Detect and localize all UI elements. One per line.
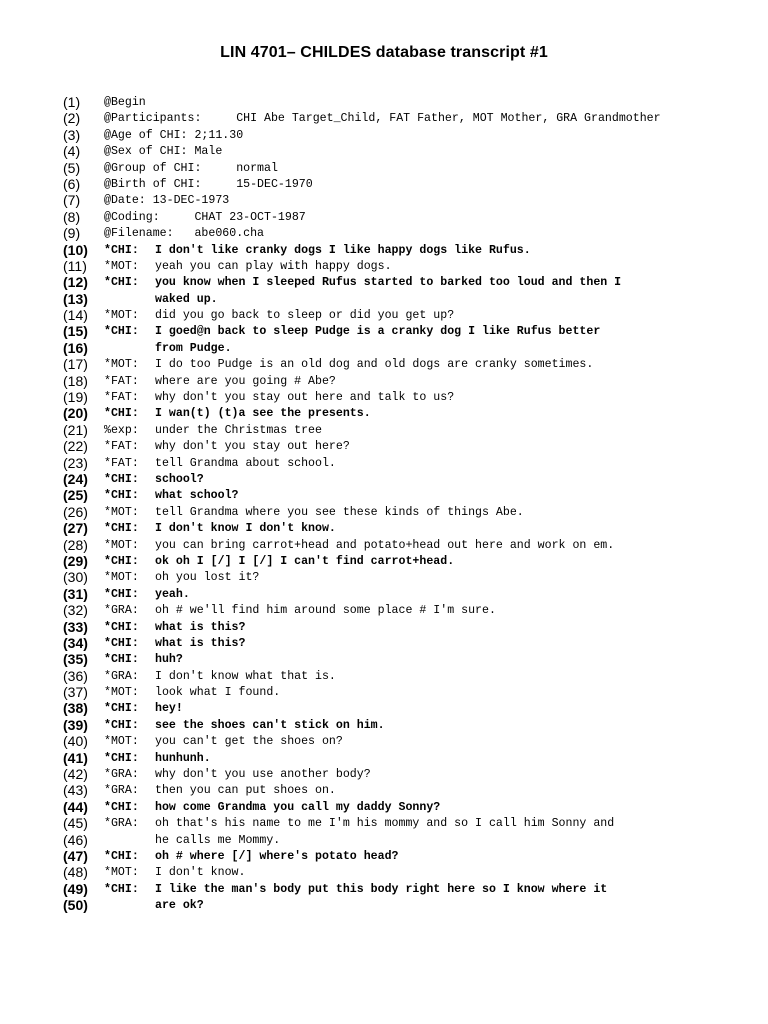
transcript-line	[0, 635, 768, 651]
transcript-line	[0, 553, 768, 569]
line-number: (10)	[63, 241, 88, 258]
line-number: (27)	[63, 520, 88, 537]
transcript-line	[0, 176, 768, 192]
transcript-line	[0, 438, 768, 454]
utterance-text: I don't know.	[155, 866, 246, 880]
speaker-code: *CHI:	[104, 653, 139, 667]
line-number: (30)	[63, 569, 88, 586]
line-number: (32)	[63, 602, 88, 619]
transcript-line	[0, 127, 768, 143]
utterance-text: why don't you stay out here and talk to us?	[155, 391, 455, 405]
transcript-line	[0, 110, 768, 126]
line-number: (38)	[63, 700, 88, 717]
transcript-line	[0, 897, 768, 913]
line-number: (13)	[63, 290, 88, 307]
transcript-line	[0, 733, 768, 749]
utterance-text: see the shoes can't stick on him.	[155, 718, 385, 732]
line-number: (36)	[63, 667, 88, 684]
transcript-line	[0, 651, 768, 667]
speaker-code: @Age of CHI: 2;11.30	[104, 128, 244, 142]
utterance-text: he calls me Mommy.	[155, 833, 281, 847]
speaker-code: *GRA:	[104, 604, 139, 618]
transcript-line	[0, 766, 768, 782]
speaker-code: *GRA:	[104, 784, 139, 798]
line-number: (39)	[63, 716, 88, 733]
line-number: (25)	[63, 487, 88, 504]
speaker-code: *GRA:	[104, 768, 139, 782]
speaker-code: @Date: 13-DEC-1973	[104, 194, 230, 208]
page-title: LIN 4701– CHILDES database transcript #1	[220, 44, 548, 61]
utterance-text: did you go back to sleep or did you get up?	[155, 309, 455, 323]
transcript-line	[0, 832, 768, 848]
transcript-line	[0, 487, 768, 503]
line-number: (47)	[63, 847, 88, 864]
line-number: (42)	[63, 766, 88, 783]
transcript-line	[0, 160, 768, 176]
speaker-code: *CHI:	[104, 849, 139, 863]
utterance-text: why don't you use another body?	[155, 768, 371, 782]
line-number: (17)	[63, 356, 88, 373]
transcript-line	[0, 242, 768, 258]
speaker-code: *FAT:	[104, 374, 139, 388]
speaker-code: %exp:	[104, 423, 139, 437]
transcript-line	[0, 94, 768, 110]
transcript-line	[0, 864, 768, 880]
utterance-text: look what I found.	[155, 686, 281, 700]
utterance-text: oh # where [/] where's potato head?	[155, 849, 399, 863]
speaker-code: *CHI:	[104, 489, 139, 503]
utterance-text: are ok?	[155, 899, 204, 913]
utterance-text: I don't like cranky dogs I like happy dogs like Rufus.	[155, 243, 531, 257]
line-number: (21)	[63, 421, 88, 438]
line-number: (28)	[63, 536, 88, 553]
speaker-code: *MOT:	[104, 505, 139, 519]
line-number: (7)	[63, 192, 81, 209]
transcript-line	[0, 405, 768, 421]
transcript-line	[0, 504, 768, 520]
line-number: (44)	[63, 798, 88, 815]
utterance-text: where are you going # Abe?	[155, 374, 336, 388]
utterance-text: what is this?	[155, 620, 246, 634]
line-number: (22)	[63, 438, 88, 455]
speaker-code: *GRA:	[104, 817, 139, 831]
utterance-text: huh?	[155, 653, 183, 667]
line-number: (1)	[63, 94, 81, 110]
transcript-line	[0, 209, 768, 225]
transcript-lines	[0, 94, 768, 914]
utterance-text: I do too Pudge is an old dog and old dogs are cranky sometimes.	[155, 358, 594, 372]
utterance-text: tell Grandma about school.	[155, 456, 336, 470]
speaker-code: *CHI:	[104, 882, 139, 896]
speaker-code: *CHI:	[104, 702, 139, 716]
transcript-line	[0, 881, 768, 897]
transcript-line	[0, 455, 768, 471]
line-number: (11)	[63, 257, 87, 274]
utterance-text: I goed@n back to sleep Pudge is a cranky dog I like Rufus better	[155, 325, 601, 339]
line-number: (26)	[63, 503, 88, 520]
line-number: (23)	[63, 454, 88, 471]
utterance-text: under the Christmas tree	[155, 423, 322, 437]
line-number: (49)	[63, 880, 88, 897]
transcript-line	[0, 848, 768, 864]
utterance-text: how come Grandma you call my daddy Sonny?	[155, 800, 441, 814]
utterance-text: from Pudge.	[155, 341, 232, 355]
speaker-code: *CHI:	[104, 325, 139, 339]
line-number: (4)	[63, 143, 81, 160]
line-number: (5)	[63, 159, 81, 176]
transcript-line	[0, 668, 768, 684]
line-number: (24)	[63, 470, 88, 487]
line-number: (18)	[63, 372, 88, 389]
speaker-code: *CHI:	[104, 554, 139, 568]
line-number: (6)	[63, 175, 81, 192]
line-number: (31)	[63, 585, 88, 602]
speaker-code: *CHI:	[104, 243, 139, 257]
speaker-code: *CHI:	[104, 587, 139, 601]
transcript-line	[0, 471, 768, 487]
speaker-code: *MOT:	[104, 735, 139, 749]
transcript-line	[0, 520, 768, 536]
speaker-code: @Begin	[104, 96, 146, 109]
utterance-text: you can bring carrot+head and potato+head out here and work on em.	[155, 538, 615, 552]
transcript-line	[0, 307, 768, 323]
speaker-code: *GRA:	[104, 669, 139, 683]
transcript-line	[0, 422, 768, 438]
transcript-line	[0, 569, 768, 585]
line-number: (16)	[63, 339, 88, 356]
speaker-code: @Birth of CHI: 15-DEC-1970	[104, 177, 313, 191]
speaker-code: *FAT:	[104, 456, 139, 470]
speaker-code: *CHI:	[104, 522, 139, 536]
line-number: (45)	[63, 815, 88, 832]
utterance-text: oh # we'll find him around some place # I'm sure.	[155, 604, 496, 618]
speaker-code: *FAT:	[104, 440, 139, 454]
line-number: (35)	[63, 651, 88, 668]
speaker-code: *CHI:	[104, 636, 139, 650]
utterance-text: I like the man's body put this body right here so I know where it	[155, 882, 608, 896]
speaker-code: *MOT:	[104, 259, 139, 273]
transcript-line	[0, 602, 768, 618]
speaker-code: @Sex of CHI: Male	[104, 145, 223, 159]
speaker-code: *CHI:	[104, 800, 139, 814]
transcript-line	[0, 750, 768, 766]
speaker-code: *CHI:	[104, 407, 139, 421]
transcript-line	[0, 274, 768, 290]
speaker-code: *MOT:	[104, 686, 139, 700]
utterance-text: school?	[155, 472, 204, 486]
utterance-text: you can't get the shoes on?	[155, 735, 343, 749]
transcript-line	[0, 799, 768, 815]
speaker-code: @Participants: CHI Abe Target_Child, FAT Father, MOT Mother, GRA Grandmother	[104, 112, 661, 126]
speaker-code: *FAT:	[104, 391, 139, 405]
speaker-code: *CHI:	[104, 276, 139, 290]
line-number: (19)	[63, 389, 88, 406]
utterance-text: you know when I sleeped Rufus started to barked too loud and then I	[155, 276, 622, 290]
line-number: (14)	[63, 307, 88, 324]
line-number: (50)	[63, 897, 88, 914]
utterance-text: yeah you can play with happy dogs.	[155, 259, 392, 273]
transcript-line	[0, 700, 768, 716]
utterance-text: yeah.	[155, 587, 190, 601]
utterance-text: tell Grandma where you see these kinds of things Abe.	[155, 505, 524, 519]
speaker-code: *MOT:	[104, 538, 139, 552]
line-number: (12)	[63, 274, 88, 291]
utterance-text: hunhunh.	[155, 751, 211, 765]
transcript-line	[0, 192, 768, 208]
transcript-line	[0, 323, 768, 339]
speaker-code: *CHI:	[104, 472, 139, 486]
line-number: (46)	[63, 831, 88, 848]
utterance-text: oh that's his name to me I'm his mommy and so I call him Sonny and	[155, 817, 615, 831]
transcript-line	[0, 389, 768, 405]
utterance-text: then you can put shoes on.	[155, 784, 336, 798]
transcript-line	[0, 619, 768, 635]
speaker-code: *CHI:	[104, 718, 139, 732]
line-number: (33)	[63, 618, 88, 635]
utterance-text: ok oh I [/] I [/] I can't find carrot+head.	[155, 554, 455, 568]
transcript-line	[0, 684, 768, 700]
transcript-line	[0, 291, 768, 307]
transcript-line	[0, 373, 768, 389]
speaker-code: *CHI:	[104, 620, 139, 634]
speaker-code: @Coding: CHAT 23-OCT-1987	[104, 210, 306, 224]
line-number: (2)	[63, 110, 81, 127]
speaker-code: @Group of CHI: normal	[104, 161, 278, 175]
utterance-text: what school?	[155, 489, 239, 503]
transcript-line	[0, 782, 768, 798]
utterance-text: I don't know what that is.	[155, 669, 336, 683]
transcript-line	[0, 143, 768, 159]
utterance-text: hey!	[155, 702, 183, 716]
transcript-line	[0, 258, 768, 274]
speaker-code: *MOT:	[104, 309, 139, 323]
transcript-line	[0, 717, 768, 733]
line-number: (15)	[63, 323, 88, 340]
speaker-code: *MOT:	[104, 866, 139, 880]
transcript-line	[0, 356, 768, 372]
speaker-code: @Filename: abe060.cha	[104, 227, 265, 241]
utterance-text: what is this?	[155, 636, 246, 650]
line-number: (43)	[63, 782, 88, 799]
utterance-text: why don't you stay out here?	[155, 440, 350, 454]
transcript-line	[0, 225, 768, 241]
utterance-text: I wan(t) (t)a see the presents.	[155, 407, 371, 421]
speaker-code: *MOT:	[104, 571, 139, 585]
line-number: (41)	[63, 749, 88, 766]
line-number: (9)	[63, 225, 81, 242]
speaker-code: *MOT:	[104, 358, 139, 372]
transcript-line	[0, 586, 768, 602]
line-number: (8)	[63, 208, 81, 225]
line-number: (34)	[63, 634, 88, 651]
utterance-text: I don't know I don't know.	[155, 522, 336, 536]
transcript-line	[0, 815, 768, 831]
speaker-code: *CHI:	[104, 751, 139, 765]
line-number: (29)	[63, 552, 88, 569]
line-number: (3)	[63, 126, 81, 143]
transcript-line	[0, 537, 768, 553]
utterance-text: waked up.	[155, 292, 218, 306]
line-number: (40)	[63, 733, 88, 750]
line-number: (20)	[63, 405, 88, 422]
utterance-text: oh you lost it?	[155, 571, 260, 585]
line-number: (48)	[63, 864, 88, 881]
line-number: (37)	[63, 684, 88, 701]
transcript-line	[0, 340, 768, 356]
